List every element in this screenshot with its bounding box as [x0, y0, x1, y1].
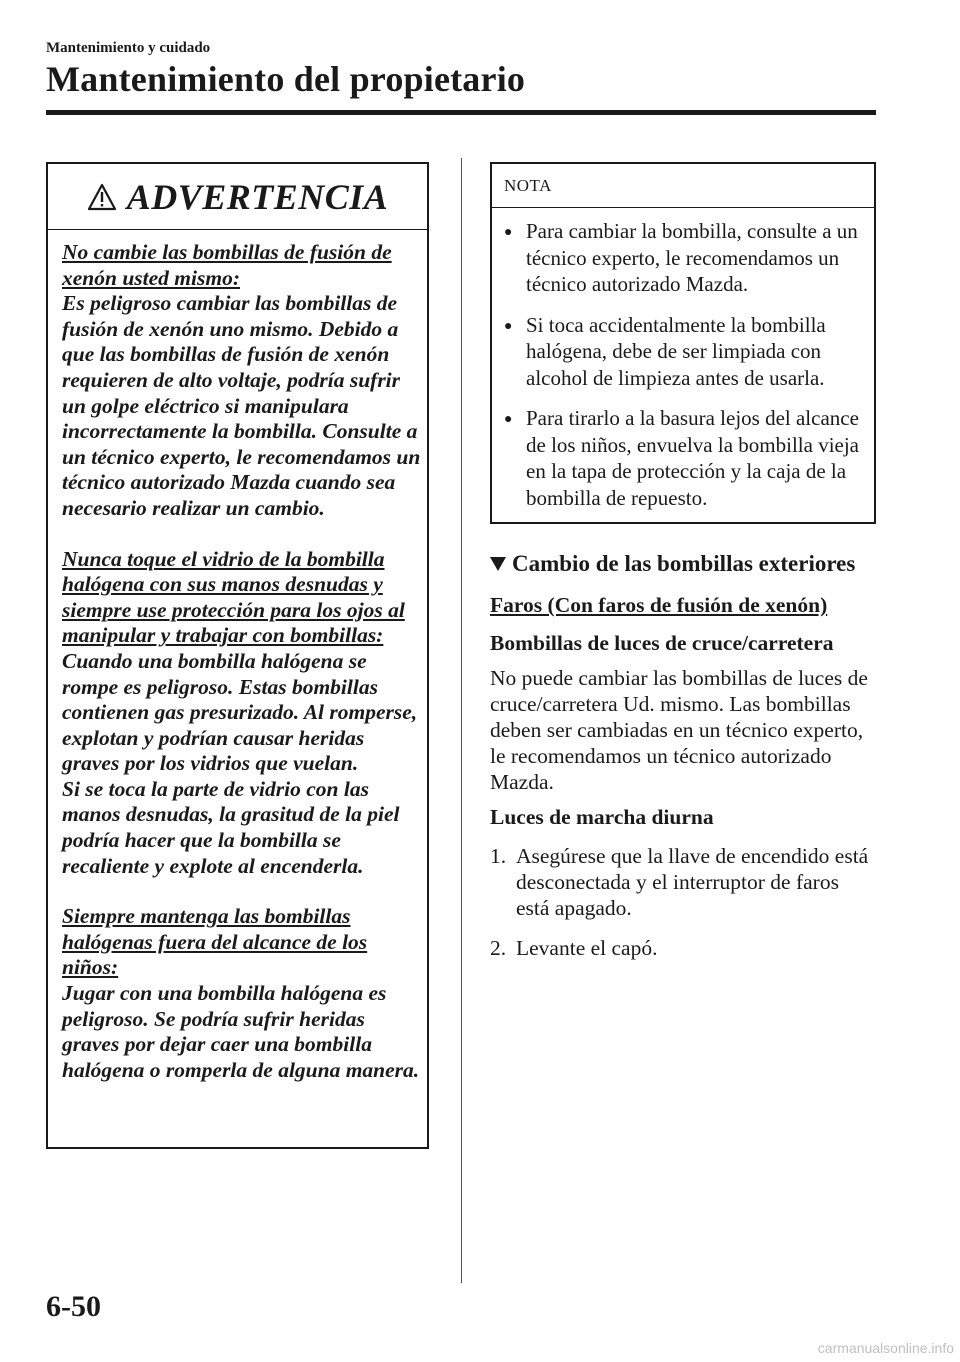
step-text: Levante el capó.	[516, 936, 658, 960]
drl-heading: Luces de marcha diurna	[490, 805, 714, 829]
triangle-down-icon	[490, 557, 506, 571]
bulbs-text: No puede cambiar las bombillas de luces de cruce/carretera Ud. mismo. Las bombillas deben ser cambiadas en un técnico experto, le recomendamos un técnico autorizado Mazda.	[490, 666, 868, 794]
bullet-icon: ●	[504, 412, 513, 427]
warning-text: Cuando una bombilla halógena se rompe es peligroso. Estas bombillas contienen gas presurizado. Al romperse, explotan y podrían causar heridas graves por los vidrios que vuelan.	[62, 648, 418, 776]
warning-text: Si se toca la parte de vidrio con las manos desnudas, la grasitud de la piel podría hacer que la bombilla se recaliente y explote al encenderla.	[62, 776, 400, 878]
warning-heading: No cambie las bombillas de fusión de xenón usted mismo:	[62, 240, 392, 290]
steps-list	[490, 843, 876, 975]
section-heading-text: Cambio de las bombillas exteriores	[512, 551, 856, 576]
warning-header	[48, 164, 427, 230]
note-item-text: Si toca accidentalmente la bombilla halógena, debe de ser limpiada con alcohol de limpieza antes de usarla.	[526, 312, 826, 390]
page-title: Mantenimiento del propietario	[46, 59, 526, 99]
list-item	[490, 843, 876, 921]
column-divider	[461, 158, 462, 1283]
step-number: 2.	[490, 936, 507, 960]
list-item	[504, 218, 866, 298]
page-number: 6-50	[46, 1290, 101, 1323]
note-list	[504, 218, 866, 525]
section-label: Mantenimiento y cuidado	[46, 40, 211, 56]
list-item	[490, 935, 876, 961]
section-heading	[490, 551, 876, 577]
warning-text: Jugar con una bombilla halógena es peligroso. Se podría sufrir heridas graves por dejar caer una bombilla halógena o romperla de alguna manera.	[62, 981, 420, 1082]
bullet-icon: ●	[504, 318, 513, 334]
header-rule	[46, 110, 876, 115]
warning-heading: Nunca toque el vidrio de la bombilla halógena con sus manos desnudas y siempre use protección para los ojos al manipular y trabajar con bombillas:	[62, 546, 405, 648]
warning-title: ADVERTENCIA	[126, 176, 389, 217]
note-title: NOTA	[492, 164, 874, 208]
note-item-text: Para cambiar la bombilla, consulte a un técnico experto, le recomendamos un técnico autorizado Mazda.	[526, 219, 858, 296]
warning-text: Es peligroso cambiar las bombillas de fusión de xenón uno mismo. Debido a que las bombillas de fusión de xenón requieren de alto voltaje, podría sufrir un golpe eléctrico si manipulara incorrectamente la bombilla. Consulte a un técnico experto, le recomendamos un técnico autorizado Mazda cuando sea necesario realizar un cambio.	[62, 291, 421, 520]
note-item-text: Para tirarlo a la basura lejos del alcance de los niños, envuelva la bombilla vieja en la tapa de protección y la caja de la bombilla de repuesto.	[526, 406, 860, 510]
subheading: Faros (Con faros de fusión de xenón)	[490, 593, 828, 617]
note-box	[490, 162, 876, 524]
watermark: carmanualsonline.info	[817, 1340, 954, 1356]
warning-triangle-icon	[87, 183, 117, 211]
list-item	[504, 405, 866, 511]
list-item	[504, 312, 866, 392]
warning-box	[46, 162, 429, 1149]
step-number: 1.	[490, 844, 507, 868]
bulbs-heading: Bombillas de luces de cruce/carretera	[490, 631, 834, 655]
warning-body	[62, 240, 424, 1083]
step-text: Asegúrese que la llave de encendido está desconectada y el interruptor de faros está apagado.	[516, 844, 869, 920]
warning-heading: Siempre mantenga las bombillas halógenas fuera del alcance de los niños:	[62, 904, 368, 980]
bullet-icon: ●	[504, 225, 513, 240]
